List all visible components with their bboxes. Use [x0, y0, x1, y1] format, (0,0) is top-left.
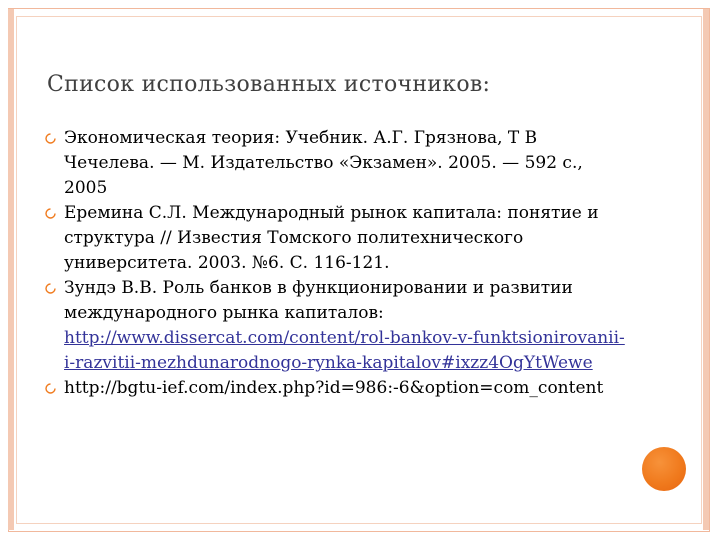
circle-arc-bullet-icon — [45, 283, 56, 294]
slide-border-right — [703, 9, 709, 530]
slide-border-left — [8, 9, 14, 530]
slide-title: Список использованных источников: — [47, 72, 491, 97]
references-list — [45, 126, 625, 401]
reference-text: Еремина С.Л. Международный рынок капитала: понятие и структура // Известия Томского политехнического университета. 2003. №6. С. 116-121. — [64, 203, 599, 273]
reference-text: Экономическая теория: Учебник. А.Г. Грязнова, Т В Чечелева. — М. Издательство «Экзамен». 2005. — 592 с., 2005 — [64, 128, 583, 198]
orange-circle-decoration — [642, 447, 686, 491]
list-item — [45, 276, 625, 376]
list-item — [45, 376, 625, 401]
list-item — [45, 201, 625, 276]
reference-text: http://bgtu-ief.com/index.php?id=986:-6&option=com_content — [64, 378, 604, 398]
circle-arc-bullet-icon — [45, 133, 56, 144]
circle-arc-bullet-icon — [45, 208, 56, 219]
reference-link[interactable]: http://www.dissercat.com/content/rol-bankov-v-funktsionirovanii-i-razvitii-mezhdunarodnogo-rynka-kapitalov#ixzz4OgYtWewe — [64, 328, 625, 373]
reference-text: Зундэ В.В. Роль банков в функционировании и развитии международного рынка капиталов: — [64, 278, 573, 323]
circle-arc-bullet-icon — [45, 383, 56, 394]
list-item — [45, 126, 625, 201]
